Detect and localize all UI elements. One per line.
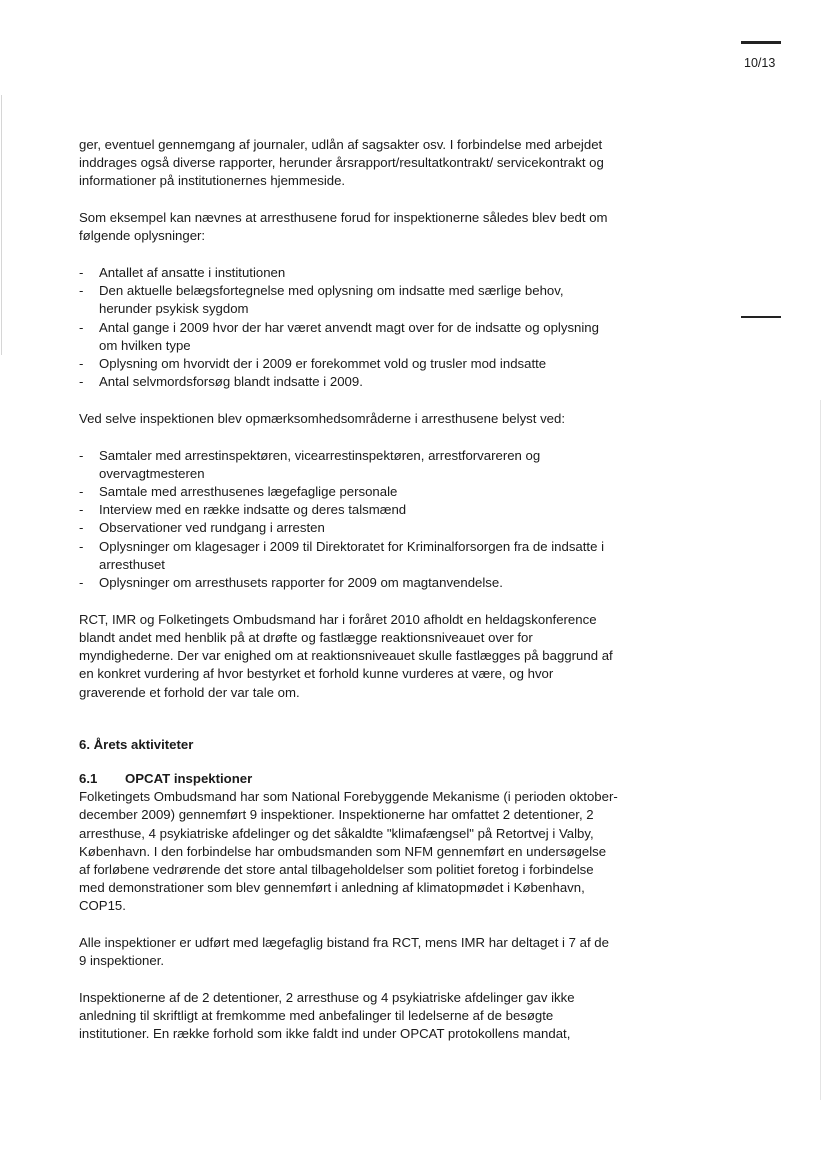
page-number: 10/13 <box>744 56 776 70</box>
list-item: - Antallet af ansatte i institutionen <box>79 264 619 282</box>
list-item: - Antal selvmordsforsøg blandt indsatte i 2009. <box>79 373 619 391</box>
subsection-title: OPCAT inspektioner <box>125 770 253 786</box>
scan-edge-right <box>820 400 821 1100</box>
list-item: - Oplysninger om arresthusets rapporter for 2009 om magtanvendelse. <box>79 574 619 592</box>
paragraph: RCT, IMR og Folketingets Ombudsmand har i foråret 2010 afholdt en heldagskonference blandt andet med henblik på at drøfte og fastlægge reaktionsniveauet over for myndighederne. Der var enighed om at reaktionsniveauet skulle fastlægges på baggrund af en konkret vurdering af hvor bestyrket et forhold kunne vurderes at være, og hvor graverende et forhold der var tale om. <box>79 611 613 700</box>
paragraph: Alle inspektioner er udført med lægefaglig bistand fra RCT, mens IMR har deltaget i 7 af de 9 inspektioner. <box>79 935 609 969</box>
margin-rule <box>741 316 781 318</box>
list-item: - Antal gange i 2009 hvor der har været anvendt magt over for de indsatte og oplysning om hvilken type <box>79 319 619 355</box>
inspection-focus-list <box>79 447 619 593</box>
section-heading: 6. Årets aktiviteter <box>79 736 194 752</box>
list-item: - Observationer ved rundgang i arresten <box>79 519 619 537</box>
header-rule <box>741 41 781 44</box>
list-item: - Interview med en række indsatte og deres talsmænd <box>79 501 619 519</box>
paragraph: Som eksempel kan nævnes at arresthusene forud for inspektionerne således blev bedt om følgende oplysninger: <box>79 210 608 244</box>
paragraph: Inspektionerne af de 2 detentioner, 2 arresthuse og 4 psykiatriske afdelinger gav ikke anledning til skriftligt at fremkomme med anbefalinger til ledelserne af de besøgte institutioner. En række forhold som ikke faldt ind under OPCAT protokollens mandat, <box>79 990 575 1042</box>
list-item: - Oplysninger om klagesager i 2009 til Direktoratet for Kriminalforsorgen fra de indsatte i arresthuset <box>79 538 619 574</box>
paragraph: Ved selve inspektionen blev opmærksomhedsområderne i arresthusene belyst ved: <box>79 410 566 426</box>
list-item: - Samtaler med arrestinspektøren, vicearrestinspektøren, arrestforvareren og overvagtmesteren <box>79 447 619 483</box>
scan-edge-left <box>1 95 2 355</box>
list-item: - Oplysning om hvorvidt der i 2009 er forekommet vold og trusler mod indsatte <box>79 355 619 373</box>
subsection-number: 6.1 <box>79 770 98 786</box>
subsection-heading <box>79 770 619 788</box>
list-item: - Den aktuelle belægsfortegnelse med oplysning om indsatte med særlige behov, herunder psykisk sygdom <box>79 282 619 318</box>
information-request-list <box>79 264 619 391</box>
paragraph: Folketingets Ombudsmand har som National Forebyggende Mekanisme (i perioden oktober-december 2009) gennemført 9 inspektioner. Inspektionerne har omfattet 2 detentioner, 2 arresthuse, 4 psykiatriske afdelinger og det såkaldte "klimafængsel" på Retortvej i Valby, København. I den forbindelse har ombudsmanden som NFM gennemført en undersøgelse af forløbene vedrørende det store antal tilbageholdelser som politiet foretog i forbindelse med demonstrationer som blev gennemført i anledning af klimatopmødet i København, COP15. <box>79 789 618 914</box>
document-body <box>79 136 619 1062</box>
paragraph: ger, eventuel gennemgang af journaler, udlån af sagsakter osv. I forbindelse med arbejdet inddrages også diverse rapporter, herunder årsrapport/resultatkontrakt/ servicekontrakt og informationer på institutionernes hjemmeside. <box>79 137 604 189</box>
list-item: - Samtale med arresthusenes lægefaglige personale <box>79 483 619 501</box>
